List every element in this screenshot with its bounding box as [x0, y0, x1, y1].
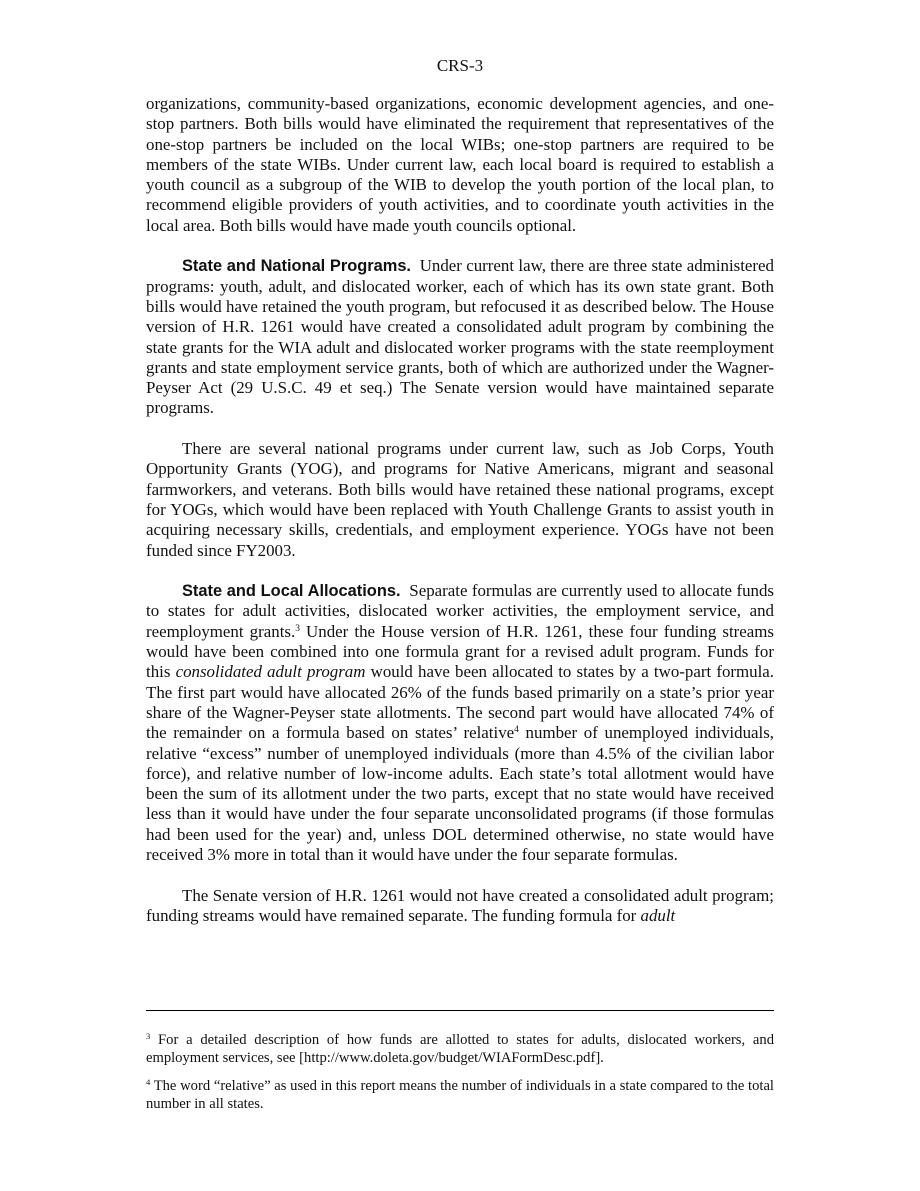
footnote-divider — [146, 1010, 774, 1011]
paragraph-national-programs — [146, 439, 774, 561]
paragraph-text: There are several national programs under current law, such as Job Corps, Youth Opportunity Grants (YOG), and programs for Native Americans, migrant and seasonal farmworkers, and veterans. Both bills would have retained these national programs, except for YOGs, which would have been replaced with Youth Challenge Grants to assist youth in acquiring necessary skills, credentials, and employment experience. YOGs have not been funded since FY2003. — [146, 439, 774, 560]
paragraph-senate-version — [146, 886, 774, 927]
footnote — [146, 1031, 774, 1067]
paragraph-text: The Senate version of H.R. 1261 would not have created a consolidated adult program; funding streams would have remained separate. The funding formula for — [146, 885, 774, 925]
footnotes — [146, 1031, 774, 1123]
section-heading: State and National Programs. — [182, 257, 411, 276]
paragraph-text: would have been allocated to states by a two-part formula. The first part would have allocated 26% of the funds based primarily on a state’s prior year share of the Wagner-Peyser state allotments. The second part would have allocated 74% of the remainder on a formula based on states’ relative — [146, 662, 775, 743]
footnote-text: The word “relative” as used in this report means the number of individuals in a state compared to the total number in all states. — [146, 1078, 774, 1112]
footnote-ref: 3 — [295, 623, 300, 634]
footnote — [146, 1077, 774, 1113]
footnote-number: 4 — [146, 1077, 151, 1087]
paragraph-text: organizations, community-based organizations, economic development agencies, and one-stop partners. Both bills would have eliminated the requirement that representatives of the one-stop partners be included on the local WIBs; one-stop partners are required to be members of the state WIBs. Under current law, each local board is required to establish a youth council as a subgroup of the WIB to develop the youth portion of the local plan, to recommend eligible providers of youth activities, and to coordinate youth activities in the local area. Both bills would have made youth councils optional. — [146, 94, 774, 235]
paragraph-text: Under current law, there are three state administered programs: youth, adult, and dislocated worker, each of which has its own state grant. Both bills would have retained the youth program, but refocused it as described below. The House version of H.R. 1261 would have created a consolidated adult program by combining the state grants for the WIA adult and dislocated worker programs with the state reemployment grants and state employment service grants, both of which are authorized under the Wagner-Peyser Act (29 U.S.C. 49 et seq.) The Senate version would have maintained separate programs. — [146, 256, 774, 418]
paragraph-text: number of unemployed individuals, relative “excess” number of unemployed individuals (more than 4.5% of the civilian labor force), and relative number of low-income adults. Each state’s total allotment would have been the sum of its allotment under the two parts, except that no state would have received less than it would have under the four separate unconsolidated programs (if those formulas had been used for the year) and, unless DOL determined otherwise, no state would have received 3% more in total than it would have under the four separate formulas. — [146, 723, 774, 864]
page-number: CRS-3 — [436, 56, 484, 75]
paragraph-text: Separate formulas are currently used to allocate funds to states for adult activities, dislocated worker activities, the employment service, and reemployment grants. — [146, 581, 774, 641]
body-text — [146, 94, 774, 946]
emphasis-text: consolidated adult program — [175, 662, 366, 682]
paragraph-state-national-programs — [146, 256, 774, 418]
section-heading: State and Local Allocations. — [182, 582, 401, 601]
paragraph-state-local-allocations — [146, 581, 774, 865]
emphasis-text: adult — [640, 905, 676, 925]
paragraph-text: Under the House version of H.R. 1261, these four funding streams would have been combined into one formula grant for a revised adult program. Funds for this — [146, 621, 774, 682]
footnote-text: For a detailed description of how funds are allotted to states for adults, dislocated workers, and employment services, see [http://www.doleta.gov/budget/WIAFormDesc.pdf]. — [146, 1032, 774, 1066]
footnote-ref: 4 — [514, 725, 519, 736]
paragraph-continuation — [146, 94, 774, 236]
footnote-number: 3 — [146, 1031, 151, 1041]
